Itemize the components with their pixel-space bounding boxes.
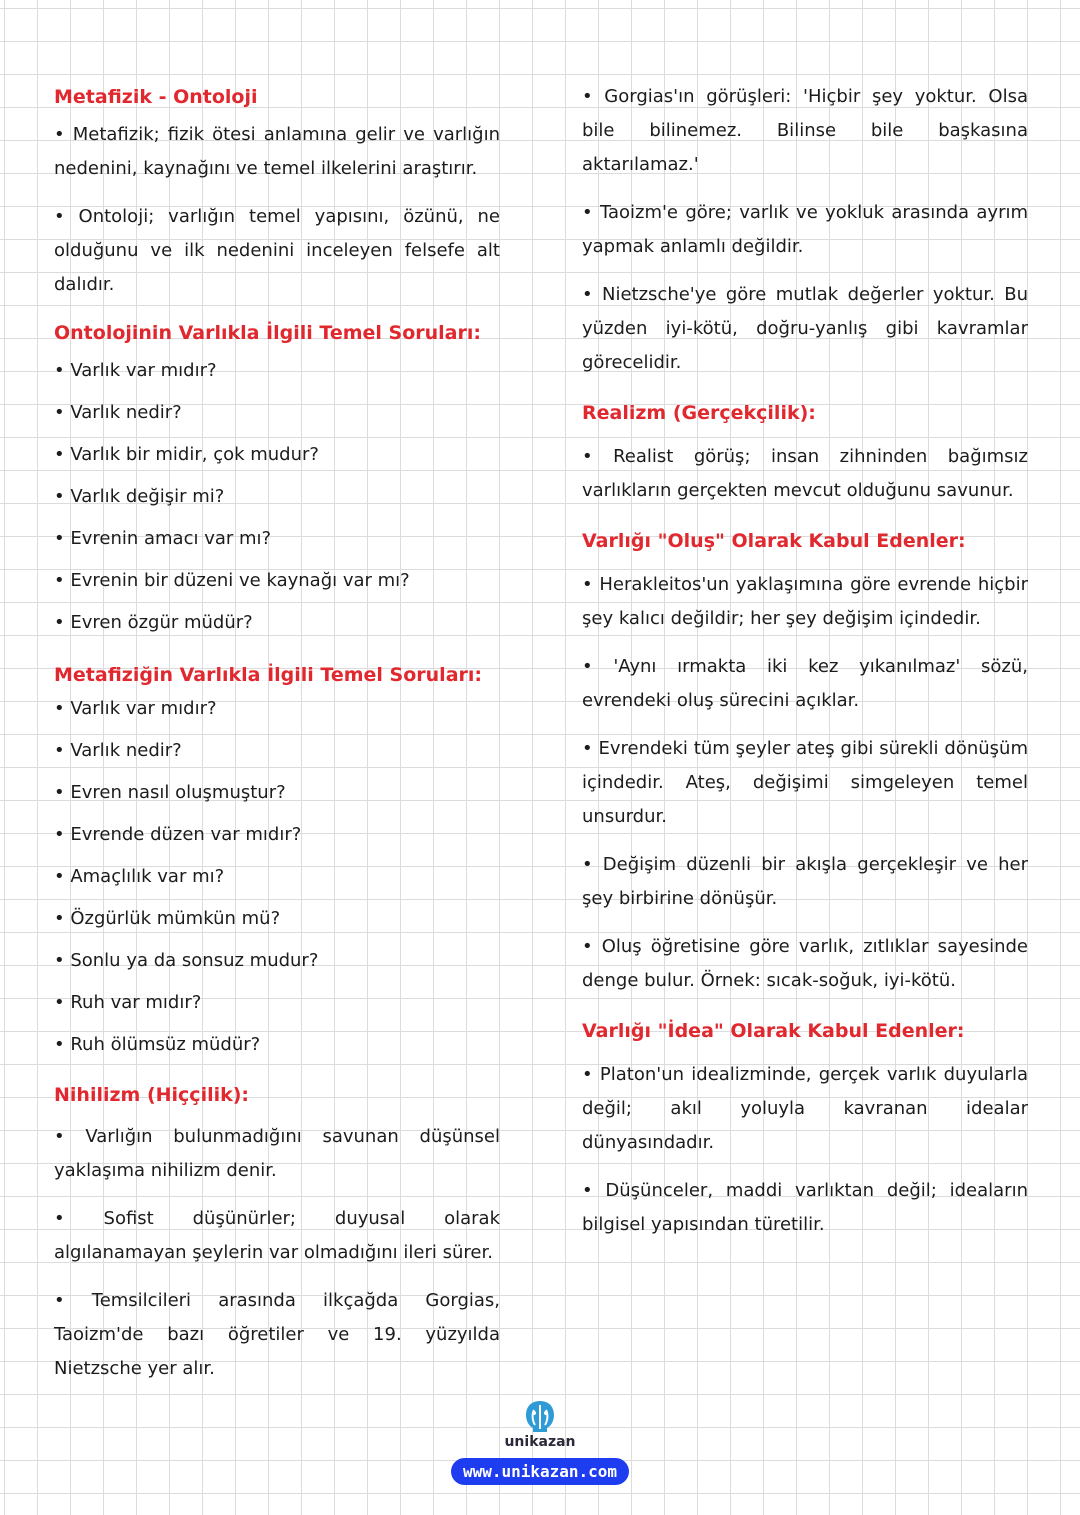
paragraph-idea-2: • Düşünceler, maddi varlıktan değil; ideaların bilgisel yapısından türetilir. (582, 1180, 1028, 1235)
section-title-ontoloji-questions: Ontolojinin Varlıkla İlgili Temel Soruları: (54, 322, 481, 344)
paragraph-olus-5: • Oluş öğretisine göre varlık, zıtlıklar sayesinde denge bulur. Örnek: sıcak-soğuk, iyi-kötü. (582, 936, 1028, 991)
section-title-idea: Varlığı "İdea" Olarak Kabul Edenler: (582, 1020, 965, 1042)
paragraph-ontoloji: • Ontoloji; varlığın temel yapısını, özünü, ne olduğunu ve ilk nedenini inceleyen felsefe alt dalıdır. (54, 206, 500, 295)
list-item: • Ruh var mıdır? (54, 992, 202, 1013)
list-item: • Özgürlük mümkün mü? (54, 908, 281, 929)
section-title-metafizik-ontoloji: Metafizik - Ontoloji (54, 86, 258, 108)
section-title-nihilizm: Nihilizm (Hiççilik): (54, 1084, 250, 1106)
list-item: • Evren nasıl oluşmuştur? (54, 782, 286, 803)
list-item: • Evrenin amacı var mı? (54, 528, 272, 549)
list-item: • Varlık değişir mi? (54, 486, 225, 507)
paragraph-olus-1: • Herakleitos'un yaklaşımına göre evrende hiçbir şey kalıcı değildir; her şey değişim içindedir. (582, 574, 1028, 629)
paragraph-olus-4: • Değişim düzenli bir akışla gerçekleşir ve her şey birbirine dönüşür. (582, 854, 1028, 909)
list-item: • Varlık bir midir, çok mudur? (54, 444, 319, 465)
list-item: • Evrenin bir düzeni ve kaynağı var mı? (54, 570, 410, 591)
paragraph-gorgias: • Gorgias'ın görüşleri: 'Hiçbir şey yoktur. Olsa bile bilinemez. Bilinse bile başkasına aktarılamaz.' (582, 86, 1028, 175)
paragraph-olus-2: • 'Aynı ırmakta iki kez yıkanılmaz' sözü, evrendeki oluş sürecini açıklar. (582, 656, 1028, 711)
footer (447, 1398, 633, 1485)
left-column (54, 80, 500, 1400)
paragraph-nihilizm-1: • Varlığın bulunmadığını savunan düşünsel yaklaşıma nihilizm denir. (54, 1126, 500, 1181)
list-item: • Evrende düzen var mıdır? (54, 824, 302, 845)
brand-name: unikazan (504, 1434, 576, 1450)
list-item: • Evren özgür müdür? (54, 612, 253, 633)
paragraph-nihilizm-2: • Sofist düşünürler; duyusal olarak algılanamayan şeylerin var olmadığını ileri sürer. (54, 1208, 500, 1263)
section-title-realizm: Realizm (Gerçekçilik): (582, 402, 816, 424)
list-item: • Varlık var mıdır? (54, 698, 217, 719)
paragraph-nietzsche: • Nietzsche'ye göre mutlak değerler yoktur. Bu yüzden iyi-kötü, doğru-yanlış gibi kavramlar görecelidir. (582, 284, 1028, 373)
paragraph-taoizm: • Taoizm'e göre; varlık ve yokluk arasında ayrım yapmak anlamlı değildir. (582, 202, 1028, 257)
paragraph-realizm: • Realist görüş; insan zihninden bağımsız varlıkların gerçekten mevcut olduğunu savunur. (582, 446, 1028, 501)
paragraph-idea-1: • Platon'un idealizminde, gerçek varlık duyularla değil; akıl yoluyla kavranan idealar dünyasındadır. (582, 1064, 1028, 1153)
paragraph-metafizik: • Metafizik; fizik ötesi anlamına gelir ve varlığın nedenini, kaynağını ve temel ilkelerini araştırır. (54, 124, 500, 179)
unikazan-logo-icon (520, 1398, 560, 1434)
list-item: • Ruh ölümsüz müdür? (54, 1034, 261, 1055)
list-item: • Varlık var mıdır? (54, 360, 217, 381)
list-item: • Sonlu ya da sonsuz mudur? (54, 950, 319, 971)
list-item: • Varlık nedir? (54, 402, 182, 423)
paragraph-nihilizm-3: • Temsilcileri arasında ilkçağda Gorgias, Taoizm'de bazı öğretiler ve 19. yüzyılda Nietzsche yer alır. (54, 1290, 500, 1379)
list-item: • Varlık nedir? (54, 740, 182, 761)
website-link[interactable]: www.unikazan.com (451, 1458, 629, 1485)
section-title-metafizik-questions: Metafiziğin Varlıkla İlgili Temel Soruları: (54, 664, 482, 686)
list-item: • Amaçlılık var mı? (54, 866, 225, 887)
paragraph-olus-3: • Evrendeki tüm şeyler ateş gibi sürekli dönüşüm içindedir. Ateş, değişimi simgeleyen temel unsurdur. (582, 738, 1028, 827)
right-column (582, 80, 1028, 1256)
section-title-olus: Varlığı "Oluş" Olarak Kabul Edenler: (582, 530, 966, 552)
